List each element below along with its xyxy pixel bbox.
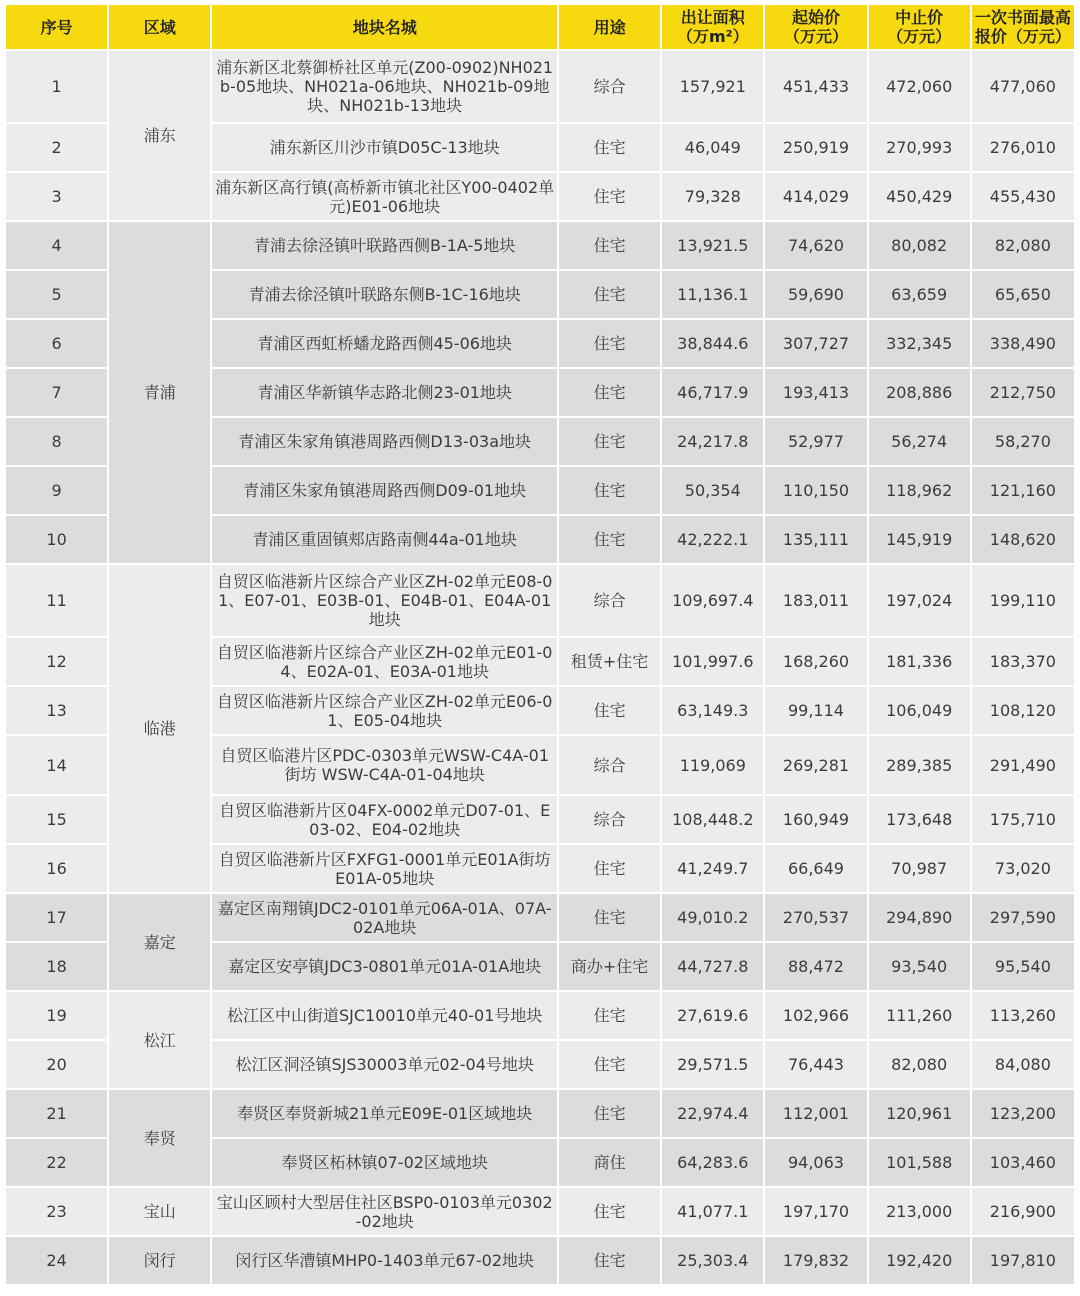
- cell-stop-price: 120,961: [869, 1090, 970, 1137]
- land-auction-table: [4, 3, 1076, 1286]
- cell-parcel: 青浦去徐泾镇叶联路西侧B-1A-5地块: [212, 222, 557, 269]
- cell-area: 109,697.4: [662, 565, 763, 636]
- table-row: [6, 565, 1074, 636]
- cell-stop-price: 118,962: [869, 467, 970, 514]
- cell-area: 44,727.8: [662, 943, 763, 990]
- cell-seq: 4: [6, 222, 107, 269]
- cell-seq: 16: [6, 845, 107, 892]
- cell-area: 63,149.3: [662, 687, 763, 734]
- cell-region: 嘉定: [109, 894, 210, 990]
- cell-use: 商住: [559, 1139, 660, 1186]
- cell-seq: 7: [6, 369, 107, 416]
- cell-top-bid: 216,900: [972, 1188, 1074, 1235]
- header-use: 用途: [559, 5, 660, 49]
- cell-area: 119,069: [662, 736, 763, 794]
- cell-area: 41,249.7: [662, 845, 763, 892]
- cell-stop-price: 450,429: [869, 173, 970, 220]
- header-stop-price: [869, 5, 970, 49]
- cell-seq: 13: [6, 687, 107, 734]
- header-seq: 序号: [6, 5, 107, 49]
- cell-parcel: 青浦去徐泾镇叶联路东侧B-1C-16地块: [212, 271, 557, 318]
- cell-seq: 21: [6, 1090, 107, 1137]
- cell-top-bid: 477,060: [972, 51, 1074, 122]
- header-region: 区域: [109, 5, 210, 49]
- cell-use: 住宅: [559, 222, 660, 269]
- header-start-line1: 起始价: [791, 8, 840, 27]
- cell-area: 25,303.4: [662, 1237, 763, 1284]
- cell-seq: 9: [6, 467, 107, 514]
- cell-area: 157,921: [662, 51, 763, 122]
- cell-use: 住宅: [559, 516, 660, 563]
- cell-seq: 22: [6, 1139, 107, 1186]
- cell-parcel: 自贸区临港新片区FXFG1-0001单元E01A街坊E01A-05地块: [212, 845, 557, 892]
- cell-stop-price: 70,987: [869, 845, 970, 892]
- header-top-bid: [972, 5, 1074, 49]
- table-row: [6, 992, 1074, 1039]
- cell-stop-price: 111,260: [869, 992, 970, 1039]
- cell-parcel: 嘉定区安亭镇JDC3-0801单元01A-01A地块: [212, 943, 557, 990]
- cell-start-price: 193,413: [765, 369, 866, 416]
- cell-use: 综合: [559, 51, 660, 122]
- cell-use: 住宅: [559, 124, 660, 171]
- cell-seq: 6: [6, 320, 107, 367]
- cell-seq: 3: [6, 173, 107, 220]
- cell-area: 22,974.4: [662, 1090, 763, 1137]
- cell-parcel: 自贸区临港新片区综合产业区ZH-02单元E06-01、E05-04地块: [212, 687, 557, 734]
- cell-use: 综合: [559, 796, 660, 843]
- cell-use: 住宅: [559, 845, 660, 892]
- cell-area: 27,619.6: [662, 992, 763, 1039]
- cell-seq: 20: [6, 1041, 107, 1088]
- table-body: [6, 51, 1074, 1284]
- table-row: [6, 894, 1074, 941]
- cell-area: 108,448.2: [662, 796, 763, 843]
- cell-top-bid: 197,810: [972, 1237, 1074, 1284]
- cell-use: 租赁+住宅: [559, 638, 660, 685]
- cell-parcel: 宝山区顾村大型居住社区BSP0-0103单元0302-02地块: [212, 1188, 557, 1235]
- cell-region: 松江: [109, 992, 210, 1088]
- cell-parcel: 浦东新区北蔡御桥社区单元(Z00-0902)NH021b-05地块、NH021a-06地块、NH021b-09地块、NH021b-13地块: [212, 51, 557, 122]
- cell-top-bid: 95,540: [972, 943, 1074, 990]
- cell-use: 住宅: [559, 271, 660, 318]
- cell-use: 住宅: [559, 369, 660, 416]
- cell-stop-price: 192,420: [869, 1237, 970, 1284]
- cell-parcel: 自贸区临港新片区综合产业区ZH-02单元E08-01、E07-01、E03B-01、E04B-01、E04A-01地块: [212, 565, 557, 636]
- cell-parcel: 浦东新区川沙市镇D05C-13地块: [212, 124, 557, 171]
- cell-area: 79,328: [662, 173, 763, 220]
- table-row: [6, 1237, 1074, 1284]
- cell-seq: 23: [6, 1188, 107, 1235]
- cell-area: 11,136.1: [662, 271, 763, 318]
- cell-use: 综合: [559, 736, 660, 794]
- cell-area: 24,217.8: [662, 418, 763, 465]
- cell-start-price: 179,832: [765, 1237, 866, 1284]
- cell-stop-price: 145,919: [869, 516, 970, 563]
- cell-parcel: 青浦区重固镇郏店路南侧44a-01地块: [212, 516, 557, 563]
- cell-stop-price: 197,024: [869, 565, 970, 636]
- cell-use: 住宅: [559, 1041, 660, 1088]
- cell-start-price: 59,690: [765, 271, 866, 318]
- cell-stop-price: 332,345: [869, 320, 970, 367]
- cell-area: 64,283.6: [662, 1139, 763, 1186]
- cell-start-price: 94,063: [765, 1139, 866, 1186]
- header-top-bid-line1: 一次书面最高: [974, 8, 1071, 27]
- cell-stop-price: 101,588: [869, 1139, 970, 1186]
- cell-region: 闵行: [109, 1237, 210, 1284]
- cell-start-price: 110,150: [765, 467, 866, 514]
- cell-seq: 5: [6, 271, 107, 318]
- cell-start-price: 250,919: [765, 124, 866, 171]
- cell-use: 住宅: [559, 1090, 660, 1137]
- cell-parcel: 青浦区朱家角镇港周路西侧D13-03a地块: [212, 418, 557, 465]
- cell-stop-price: 63,659: [869, 271, 970, 318]
- header-start-line2: （万元）: [783, 27, 848, 46]
- cell-region: 浦东: [109, 51, 210, 220]
- cell-top-bid: 297,590: [972, 894, 1074, 941]
- cell-area: 13,921.5: [662, 222, 763, 269]
- cell-top-bid: 58,270: [972, 418, 1074, 465]
- cell-use: 住宅: [559, 894, 660, 941]
- cell-seq: 8: [6, 418, 107, 465]
- cell-area: 50,354: [662, 467, 763, 514]
- cell-start-price: 269,281: [765, 736, 866, 794]
- cell-region: 临港: [109, 565, 210, 892]
- header-top-bid-line2: 报价（万元）: [974, 27, 1071, 46]
- cell-top-bid: 123,200: [972, 1090, 1074, 1137]
- cell-area: 41,077.1: [662, 1188, 763, 1235]
- cell-start-price: 270,537: [765, 894, 866, 941]
- table-row: [6, 51, 1074, 122]
- cell-use: 住宅: [559, 687, 660, 734]
- cell-top-bid: 121,160: [972, 467, 1074, 514]
- cell-seq: 10: [6, 516, 107, 563]
- cell-parcel: 青浦区朱家角镇港周路西侧D09-01地块: [212, 467, 557, 514]
- cell-top-bid: 291,490: [972, 736, 1074, 794]
- cell-top-bid: 103,460: [972, 1139, 1074, 1186]
- cell-start-price: 112,001: [765, 1090, 866, 1137]
- cell-top-bid: 108,120: [972, 687, 1074, 734]
- cell-parcel: 自贸区临港新片区综合产业区ZH-02单元E01-04、E02A-01、E03A-01地块: [212, 638, 557, 685]
- cell-parcel: 奉贤区奉贤新城21单元E09E-01区域地块: [212, 1090, 557, 1137]
- cell-area: 42,222.1: [662, 516, 763, 563]
- cell-stop-price: 289,385: [869, 736, 970, 794]
- cell-area: 101,997.6: [662, 638, 763, 685]
- cell-top-bid: 338,490: [972, 320, 1074, 367]
- cell-area: 29,571.5: [662, 1041, 763, 1088]
- cell-parcel: 自贸区临港新片区04FX-0002单元D07-01、E03-02、E04-02地块: [212, 796, 557, 843]
- cell-seq: 17: [6, 894, 107, 941]
- cell-stop-price: 173,648: [869, 796, 970, 843]
- cell-seq: 24: [6, 1237, 107, 1284]
- cell-start-price: 76,443: [765, 1041, 866, 1088]
- cell-use: 住宅: [559, 992, 660, 1039]
- header-area-line1: 出让面积: [680, 8, 745, 27]
- cell-use: 住宅: [559, 173, 660, 220]
- table-row: [6, 1188, 1074, 1235]
- cell-top-bid: 276,010: [972, 124, 1074, 171]
- cell-area: 46,717.9: [662, 369, 763, 416]
- header-area-line2: （万m²）: [676, 27, 749, 46]
- cell-top-bid: 175,710: [972, 796, 1074, 843]
- cell-start-price: 168,260: [765, 638, 866, 685]
- cell-start-price: 135,111: [765, 516, 866, 563]
- cell-seq: 1: [6, 51, 107, 122]
- header-row: [6, 5, 1074, 49]
- cell-area: 49,010.2: [662, 894, 763, 941]
- cell-parcel: 松江区中山街道SJC10010单元40-01号地块: [212, 992, 557, 1039]
- cell-region: 奉贤: [109, 1090, 210, 1186]
- cell-use: 住宅: [559, 1237, 660, 1284]
- cell-seq: 14: [6, 736, 107, 794]
- cell-start-price: 307,727: [765, 320, 866, 367]
- cell-stop-price: 80,082: [869, 222, 970, 269]
- cell-top-bid: 82,080: [972, 222, 1074, 269]
- cell-start-price: 160,949: [765, 796, 866, 843]
- cell-top-bid: 113,260: [972, 992, 1074, 1039]
- table-row: [6, 222, 1074, 269]
- cell-start-price: 102,966: [765, 992, 866, 1039]
- cell-top-bid: 65,650: [972, 271, 1074, 318]
- cell-start-price: 66,649: [765, 845, 866, 892]
- cell-parcel: 松江区洞泾镇SJS30003单元02-04号地块: [212, 1041, 557, 1088]
- cell-use: 住宅: [559, 1188, 660, 1235]
- cell-top-bid: 212,750: [972, 369, 1074, 416]
- cell-parcel: 青浦区西虹桥蟠龙路西侧45-06地块: [212, 320, 557, 367]
- header-start-price: [765, 5, 866, 49]
- cell-stop-price: 56,274: [869, 418, 970, 465]
- cell-area: 46,049: [662, 124, 763, 171]
- cell-seq: 19: [6, 992, 107, 1039]
- cell-parcel: 自贸区临港片区PDC-0303单元WSW-C4A-01街坊 WSW-C4A-01-04地块: [212, 736, 557, 794]
- cell-seq: 15: [6, 796, 107, 843]
- cell-region: 宝山: [109, 1188, 210, 1235]
- cell-top-bid: 73,020: [972, 845, 1074, 892]
- header-stop-line2: （万元）: [887, 27, 952, 46]
- header-area: [662, 5, 763, 49]
- cell-start-price: 451,433: [765, 51, 866, 122]
- cell-area: 38,844.6: [662, 320, 763, 367]
- cell-region: 青浦: [109, 222, 210, 563]
- cell-stop-price: 208,886: [869, 369, 970, 416]
- cell-stop-price: 294,890: [869, 894, 970, 941]
- cell-start-price: 414,029: [765, 173, 866, 220]
- header-parcel: 地块名城: [212, 5, 557, 49]
- cell-use: 商办+住宅: [559, 943, 660, 990]
- cell-stop-price: 93,540: [869, 943, 970, 990]
- cell-stop-price: 472,060: [869, 51, 970, 122]
- cell-stop-price: 213,000: [869, 1188, 970, 1235]
- cell-start-price: 197,170: [765, 1188, 866, 1235]
- cell-start-price: 99,114: [765, 687, 866, 734]
- cell-start-price: 183,011: [765, 565, 866, 636]
- table-row: [6, 1090, 1074, 1137]
- cell-top-bid: 84,080: [972, 1041, 1074, 1088]
- cell-use: 综合: [559, 565, 660, 636]
- cell-use: 住宅: [559, 320, 660, 367]
- cell-stop-price: 106,049: [869, 687, 970, 734]
- cell-top-bid: 183,370: [972, 638, 1074, 685]
- cell-stop-price: 82,080: [869, 1041, 970, 1088]
- cell-start-price: 52,977: [765, 418, 866, 465]
- cell-seq: 18: [6, 943, 107, 990]
- cell-parcel: 青浦区华新镇华志路北侧23-01地块: [212, 369, 557, 416]
- cell-stop-price: 181,336: [869, 638, 970, 685]
- cell-parcel: 奉贤区柘林镇07-02区域地块: [212, 1139, 557, 1186]
- cell-seq: 2: [6, 124, 107, 171]
- cell-start-price: 88,472: [765, 943, 866, 990]
- cell-stop-price: 270,993: [869, 124, 970, 171]
- cell-seq: 11: [6, 565, 107, 636]
- cell-start-price: 74,620: [765, 222, 866, 269]
- cell-use: 住宅: [559, 467, 660, 514]
- cell-top-bid: 148,620: [972, 516, 1074, 563]
- cell-parcel: 嘉定区南翔镇JDC2-0101单元06A-01A、07A-02A地块: [212, 894, 557, 941]
- cell-parcel: 浦东新区高行镇(高桥新市镇北社区Y00-0402单元)E01-06地块: [212, 173, 557, 220]
- cell-use: 住宅: [559, 418, 660, 465]
- header-stop-line1: 中止价: [895, 8, 944, 27]
- cell-top-bid: 199,110: [972, 565, 1074, 636]
- cell-top-bid: 455,430: [972, 173, 1074, 220]
- cell-seq: 12: [6, 638, 107, 685]
- cell-parcel: 闵行区华漕镇MHP0-1403单元67-02地块: [212, 1237, 557, 1284]
